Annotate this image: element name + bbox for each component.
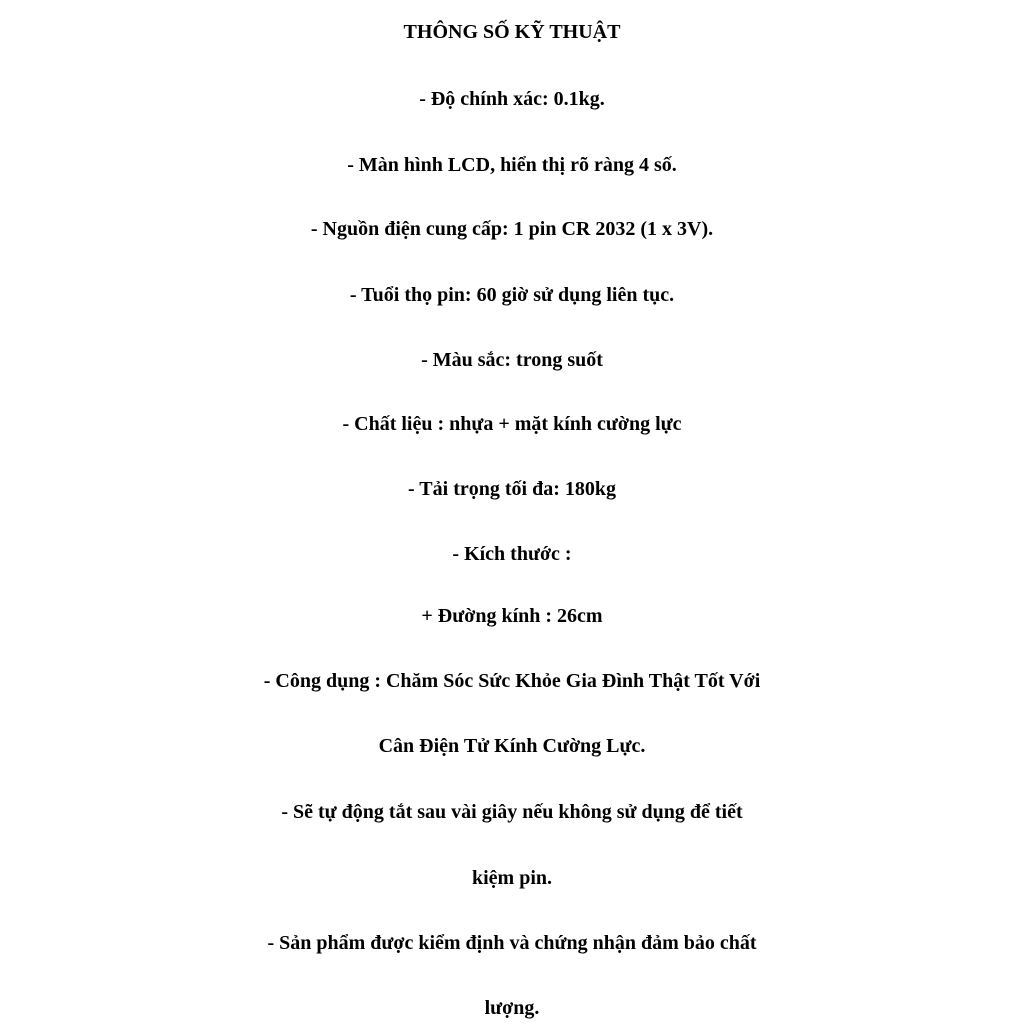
spec-line-certified-cont: lượng.: [484, 997, 540, 1019]
spec-line-usage: - Công dụng : Chăm Sóc Sức Khỏe Gia Đình Thật Tốt Với: [263, 670, 761, 692]
spec-line-power: - Nguồn điện cung cấp: 1 pin CR 2032 (1 x 3V).: [310, 218, 714, 240]
spec-line-material: - Chất liệu : nhựa + mặt kính cường lực: [342, 413, 682, 435]
spec-line-usage-cont: Cân Điện Tử Kính Cường Lực.: [378, 735, 646, 757]
spec-line-max-load: - Tải trọng tối đa: 180kg: [408, 478, 616, 500]
spec-line-size: - Kích thước :: [452, 543, 572, 565]
spec-line-battery: - Tuổi thọ pin: 60 giờ sử dụng liên tục.: [349, 284, 675, 306]
spec-line-certified: - Sản phẩm được kiểm định và chứng nhận đảm bảo chất: [267, 932, 757, 954]
spec-line-auto-off: - Sẽ tự động tắt sau vài giây nếu không sử dụng để tiết: [281, 801, 743, 823]
spec-line-display: - Màn hình LCD, hiển thị rõ ràng 4 số.: [347, 154, 677, 176]
spec-line-color: - Màu sắc: trong suốt: [421, 349, 603, 371]
spec-line-accuracy: - Độ chính xác: 0.1kg.: [419, 88, 605, 110]
spec-title: THÔNG SỐ KỸ THUẬT: [403, 21, 621, 43]
spec-line-diameter: + Đường kính : 26cm: [421, 605, 603, 627]
spec-line-auto-off-cont: kiệm pin.: [471, 867, 553, 889]
